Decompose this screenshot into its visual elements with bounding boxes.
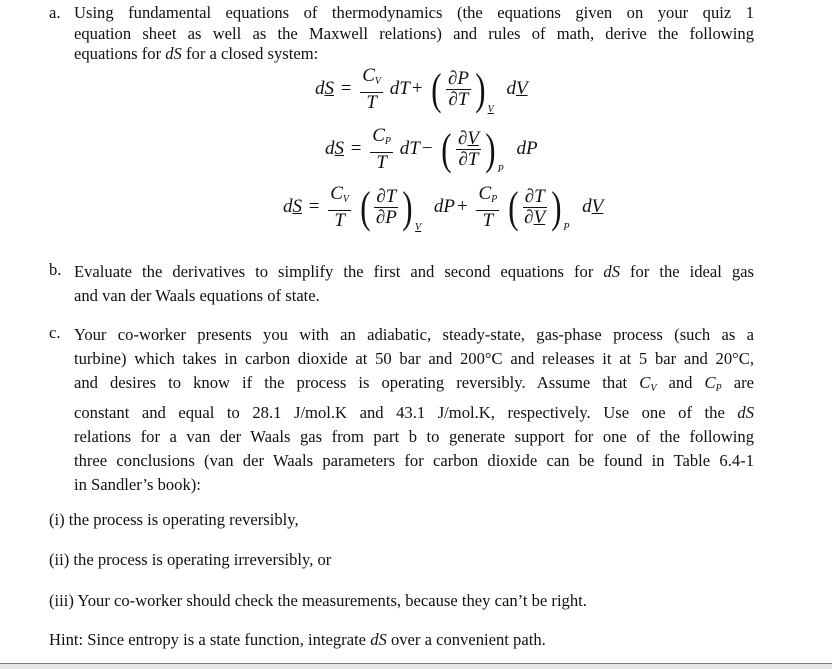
part-a-line-2: equation sheet as well as the Maxwell relations) and rules of math, derive the following: [74, 23, 754, 43]
cv-symbol: $C_V$: [639, 373, 657, 394]
cp-symbol: $C_P$: [704, 373, 722, 394]
part-b-line-2: and van der Waals equations of state.: [74, 286, 320, 305]
part-b-marker: b.: [49, 260, 62, 279]
hint: Hint: Since entropy is a state function, integrate dS over a convenient path.: [49, 630, 546, 649]
conclusion-ii: (ii) the process is operating irreversibly, or: [49, 550, 332, 569]
ds-symbol: dS: [165, 44, 182, 63]
conclusion-i: (i) the process is operating reversibly,: [49, 510, 299, 529]
equation-1: dS = $\frac{C_V}{T}$ dT + ( $\frac{\partial P}{\partial T}$ ) $_V$ dV: [315, 64, 528, 115]
part-b-text: [74, 260, 754, 308]
part-a-text: [74, 3, 754, 65]
conclusion-iii: (iii) Your co-worker should check the measurements, because they can’t be right.: [49, 591, 587, 610]
part-a-line-1: Using fundamental equations of thermodynamics (the equations given on your quiz 1: [74, 3, 754, 22]
part-a-line-3: equations for dS for a closed system:: [74, 44, 319, 63]
equation-2: dS = $\frac{C_P}{T}$ dT − ( $\frac{\partial V}{\partial T}$ ) $_P$ dP: [325, 124, 538, 175]
part-c-text: Your co-worker presents you with an adiabatic, steady-state, gas-phase process (such as a turbine) which takes in carbon dioxide at 50 bar and 200°C and releases it at 5 bar and 20°C, and desires to know if the process is operating reversibly. Assume that $C_V$ and $C_P$ are constant and equal to 28.1 J/mol.K and 43.1 J/mol.K, respectively. Use one of the dS relations for a van der Waals gas from part b to generate support for one of the following three conclusions (van der Waals parameters for carbon dioxide can be found in Table 6.4-1 in Sandler’s book):: [74, 325, 754, 494]
part-b-line-1: Evaluate the derivatives to simplify the first and second equations for dS for the ideal gas: [74, 262, 754, 281]
equation-3: dS = $\frac{C_V}{T}$ ( $\frac{\partial T}{\partial P}$ ) $_V$ dP + $\frac{C_P}{T}$ ( $\frac{\partial T}{\partial V}$ ) $_P$ dV: [283, 182, 604, 233]
page-bottom-band: [0, 664, 832, 669]
part-c-marker: c.: [49, 323, 61, 342]
part-a-marker: a.: [49, 3, 61, 22]
